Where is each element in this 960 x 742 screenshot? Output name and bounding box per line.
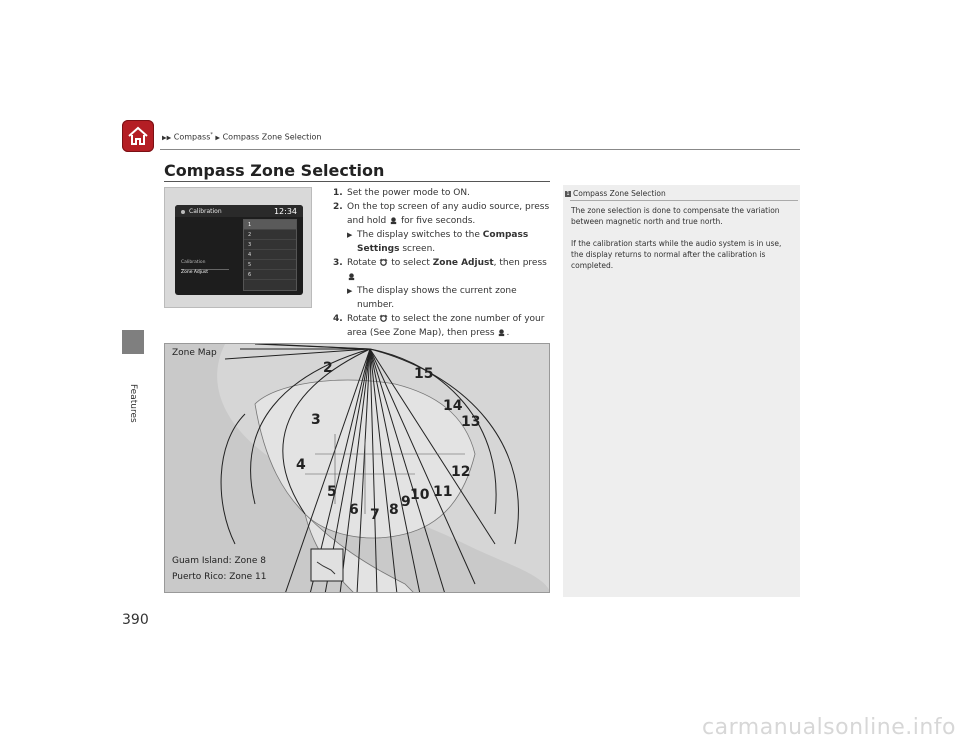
zone-label: 4	[296, 457, 306, 473]
selector-knob-press-icon	[347, 272, 356, 281]
zone-label: 11	[433, 484, 453, 500]
screen-zone-item: 4	[244, 250, 296, 260]
section-side-label: Features	[128, 384, 138, 423]
step-number: 1.	[333, 188, 343, 198]
selector-knob-press-icon	[389, 216, 398, 225]
breadcrumb-arrow-icon: ▶	[215, 134, 221, 142]
side-note-heading	[565, 189, 666, 198]
zone-label: 12	[451, 464, 471, 480]
breadcrumb-arrow-icon: ▶▶	[162, 134, 172, 142]
result-text: The display shows the current zone number.	[357, 286, 517, 310]
side-note-paragraph: The zone selection is done to compensate the variation between magnetic north and true north.	[571, 206, 780, 226]
step-2	[335, 200, 555, 256]
zone-map-title: Zone Map	[172, 348, 217, 358]
zone-label: 14	[443, 398, 463, 414]
home-icon	[126, 124, 150, 148]
watermark: carmanualsonline.info	[702, 715, 956, 740]
step-text: Set the power mode to ON.	[347, 188, 470, 198]
result-keyword: Compass Settings	[357, 230, 529, 254]
step-number: 2.	[333, 202, 343, 212]
breadcrumb-item-current: Compass Zone Selection	[222, 132, 322, 142]
screen-zone-item: 5	[244, 260, 296, 270]
screen-display	[175, 205, 303, 295]
selector-knob-rotate-icon	[379, 258, 388, 267]
zone-label: 15	[414, 366, 434, 382]
zone-label: 13	[461, 414, 481, 430]
step-number: 3.	[333, 258, 343, 268]
zone-label: 9	[401, 494, 411, 510]
calibration-screen-illustration	[164, 187, 312, 308]
breadcrumb-asterisk: *	[210, 132, 213, 138]
zone-map-note-guam: Guam Island: Zone 8	[172, 556, 266, 566]
zone-label: 6	[349, 502, 359, 518]
breadcrumb	[162, 132, 322, 142]
zone-label: 5	[327, 484, 337, 500]
screen-zone-item: 1	[244, 220, 296, 230]
screen-menu-zone-adjust: Zone Adjust	[181, 269, 229, 275]
step-number: 4.	[333, 314, 343, 324]
header-divider	[160, 149, 800, 150]
zone-label: 10	[410, 487, 430, 503]
side-note-body	[571, 205, 796, 282]
screen-clock: 12:34	[273, 207, 297, 216]
result-arrow-icon: ▶	[347, 231, 353, 239]
step-1	[335, 186, 555, 200]
result-text: The display switches to the	[357, 230, 480, 240]
side-note-divider	[570, 200, 798, 201]
screen-title: Calibration	[189, 208, 222, 215]
screen-menu-calibration: Calibration	[181, 260, 206, 265]
screen-zone-list	[243, 219, 297, 291]
step-text: to select	[391, 258, 430, 268]
note-icon: 1	[566, 191, 570, 197]
zone-map-note-puerto-rico: Puerto Rico: Zone 11	[172, 572, 267, 582]
page-number: 390	[122, 612, 149, 628]
instruction-steps	[335, 186, 555, 340]
step-text: Rotate	[347, 258, 377, 268]
step-text: Rotate	[347, 314, 377, 324]
title-divider	[164, 181, 550, 182]
step-3	[335, 256, 555, 312]
selector-knob-press-icon	[497, 328, 506, 337]
result-arrow-icon: ▶	[347, 287, 353, 295]
step-4: 4. Rotate to select the zone number of your area (See Zone Map), then press .	[333, 314, 545, 338]
screen-status-icon	[181, 210, 185, 214]
result-text: screen.	[402, 244, 436, 254]
side-note-heading-text: Compass Zone Selection	[573, 189, 666, 198]
section-tab-marker	[122, 330, 144, 354]
page-title: Compass Zone Selection	[164, 161, 385, 180]
screen-zone-item: 2	[244, 230, 296, 240]
step-text: , then press	[493, 258, 547, 268]
zone-label: 8	[389, 502, 399, 518]
step-text: On the top screen of any audio source, press and hold	[347, 202, 550, 226]
step-3-result	[347, 284, 555, 312]
step-keyword: Zone Adjust	[432, 258, 494, 268]
screen-zone-item: 3	[244, 240, 296, 250]
home-button[interactable]	[122, 120, 154, 152]
step-text: to select the zone number of your area (See Zone Map), then press	[347, 314, 545, 338]
side-note-paragraph: If the calibration starts while the audio system is in use, the display returns to normal after the calibration is completed.	[571, 239, 782, 270]
zone-label: 2	[323, 360, 333, 376]
zone-label: 3	[311, 412, 321, 428]
step-text: for five seconds.	[400, 216, 476, 226]
breadcrumb-item-compass[interactable]: Compass	[173, 132, 211, 142]
step-2-result	[347, 228, 555, 256]
screen-zone-item: 6	[244, 270, 296, 280]
zone-label: 7	[370, 507, 380, 523]
selector-knob-rotate-icon	[379, 314, 388, 323]
